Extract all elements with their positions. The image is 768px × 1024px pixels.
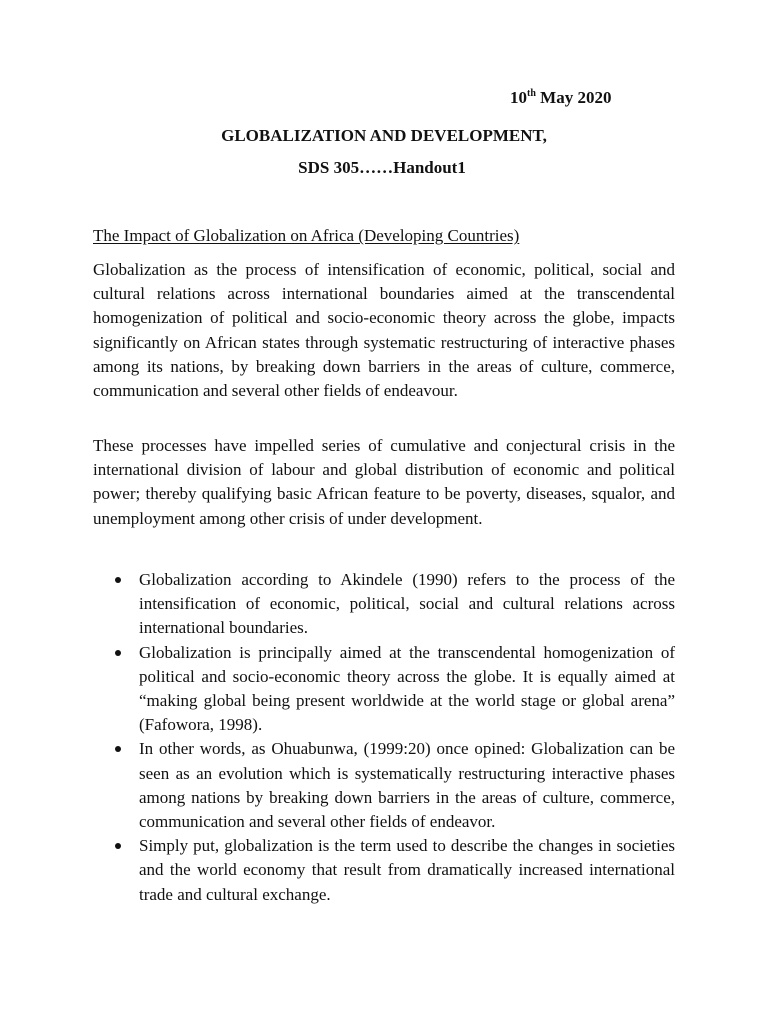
bullet-list <box>93 568 675 907</box>
section-heading: The Impact of Globalization on Africa (Developing Countries) <box>93 226 520 245</box>
bullet-dot-icon <box>115 746 121 752</box>
paragraph-1: Globalization as the process of intensification of economic, political, social and cultural relations across international boundaries aimed at the transcendental homogenization of political and socio-economic theory across the globe, impacts significantly on African states through systematic restructuring of interactive phases among its nations, by breaking down barriers in the areas of culture, commerce, communication and several other fields of endeavour. <box>93 260 675 401</box>
bullet-text: Globalization is principally aimed at the transcendental homogenization of political and socio-economic theory across the globe. It is equally aimed at “making global being present worldwide at the world stage or global arena” (Fafowora, 1998). <box>139 642 675 735</box>
bullet-item-2 <box>93 641 675 738</box>
date-month-year: May 2020 <box>535 88 612 107</box>
bullet-dot-icon <box>115 577 121 583</box>
date-day: 10 <box>510 88 527 107</box>
document-title: GLOBALIZATION AND DEVELOPMENT, <box>221 126 547 145</box>
bullet-item-3 <box>93 737 675 834</box>
bullet-item-1 <box>93 568 675 641</box>
bullet-dot-icon <box>115 843 121 849</box>
document-date <box>510 88 611 108</box>
paragraph-2: These processes have impelled series of cumulative and conjectural crisis in the international division of labour and global distribution of economic and political power; thereby qualifying basic African feature to be poverty, diseases, squalor, and unemployment among other crisis of under development. <box>93 436 675 528</box>
bullet-text: Simply put, globalization is the term used to describe the changes in societies and the world economy that result from dramatically increased international trade and cultural exchange. <box>139 836 675 904</box>
bullet-text: Globalization according to Akindele (1990) refers to the process of the intensification of economic, political, social and cultural relations across international boundaries. <box>139 570 675 638</box>
course-handout-label: SDS 305……Handout1 <box>298 158 466 177</box>
date-suffix: th <box>527 88 536 99</box>
bullet-item-4 <box>93 834 675 907</box>
bullet-dot-icon <box>115 650 121 656</box>
bullet-text: In other words, as Ohuabunwa, (1999:20) once opined: Globalization can be seen as an evolution which is systematically restructuring interactive phases among nations by breaking down barriers in the areas of culture, commerce, communication and several other fields of endeavor. <box>139 739 675 832</box>
